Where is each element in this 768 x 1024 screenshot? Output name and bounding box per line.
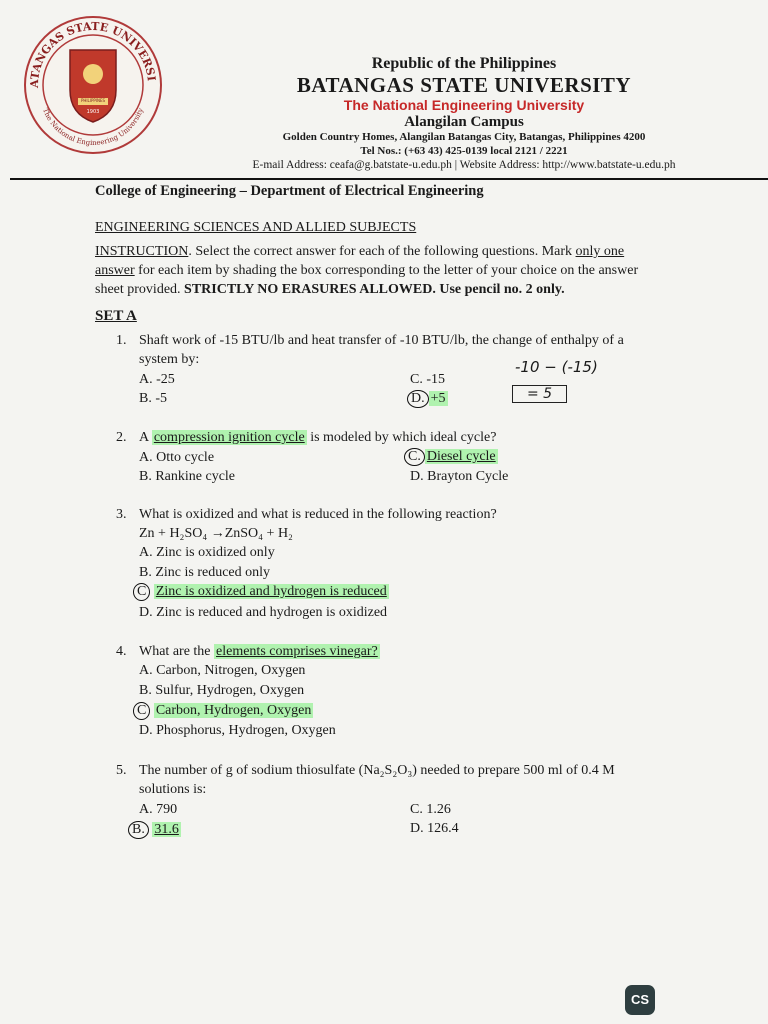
q4-option-a: A. Carbon, Nitrogen, Oxygen <box>139 663 306 678</box>
q2-option-c <box>404 448 498 466</box>
college-department: College of Engineering – Department of Electrical Engineering <box>95 183 484 199</box>
q1-option-a: A. -25 <box>139 372 175 387</box>
q1-option-d <box>407 390 448 408</box>
university-tagline: The National Engineering University <box>343 97 585 113</box>
instruction-text-1: . Select the correct answer for each of the following questions. Mark <box>188 244 576 259</box>
q2-option-a: A. Otto cycle <box>139 450 215 465</box>
q2-text-pre: A <box>139 430 152 445</box>
q1-handwritten-result: = 5 <box>512 385 567 403</box>
instruction-line-3 <box>95 282 565 298</box>
q3-option-d: D. Zinc is reduced and hydrogen is oxidized <box>139 605 388 620</box>
q5-option-d: D. 126.4 <box>410 821 459 836</box>
q5-option-c: C. 1.26 <box>410 802 451 817</box>
q2-option-c-value: Diesel cycle <box>426 449 496 464</box>
instruction-label: INSTRUCTION <box>95 244 189 259</box>
q2-text-highlight: compression ignition cycle <box>153 430 305 445</box>
seal-text: ATANGAS STATE UNIVERSI <box>27 19 158 89</box>
campus-address: Golden Country Homes, Alangilan Batangas City, Batangas, Philippines 4200 <box>282 131 646 143</box>
q3-reaction: Zn + H₂SO₄ →ZnSO₄ + H₂ <box>139 526 293 541</box>
campus-name: Alangilan Campus <box>404 114 524 130</box>
seal-bottom-text: The National Engineering University <box>40 107 146 148</box>
instruction-text-2: for each item by shading the box corresponding to the letter of your choice on the answer <box>134 263 639 278</box>
q5-text-1: The number of g of sodium thiosulfate (Na₂S₂O₃) needed to prepare 500 ml of 0.4 M <box>139 763 615 778</box>
instruction-emphasis-2: answer <box>95 263 135 278</box>
section-title: ENGINEERING SCIENCES AND ALLIED SUBJECTS <box>95 220 417 235</box>
q3-option-b: B. Zinc is reduced only <box>139 565 271 580</box>
q3-text: What is oxidized and what is reduced in the following reaction? <box>139 507 497 522</box>
set-label: SET A <box>95 308 137 324</box>
email-website-line: E-mail Address: ceafa@g.batstate-u.edu.ph | Website Address: http://www.batstate-u.edu.ph <box>252 159 676 171</box>
q4-text-highlight: elements comprises vinegar? <box>216 644 378 659</box>
university-name: BATANGAS STATE UNIVERSITY <box>296 73 632 97</box>
q4-option-b: B. Sulfur, Hydrogen, Oxygen <box>139 683 305 698</box>
badge-label: CS <box>630 992 650 1007</box>
q4-option-d: D. Phosphorus, Hydrogen, Oxygen <box>139 723 336 738</box>
q1-text-1: Shaft work of -15 BTU/lb and heat transfer of -10 BTU/lb, the change of enthalpy of a <box>139 333 624 348</box>
q2-option-c-letter: C. <box>404 448 425 466</box>
q3-option-a: A. Zinc is oxidized only <box>139 545 275 560</box>
q5-number: 5. <box>116 763 127 778</box>
q5-option-b-letter: B. <box>128 821 149 839</box>
q3-option-c-letter: C <box>133 583 150 601</box>
seal-country: PHILIPPINES <box>80 98 106 103</box>
instruction-line-2 <box>95 263 638 279</box>
q2-text-post: is modeled by which ideal cycle? <box>306 430 497 445</box>
q5-option-b <box>128 821 181 839</box>
q4-text-pre: What are the <box>139 644 215 659</box>
q1-option-d-value: +5 <box>430 391 446 406</box>
republic-line: Republic of the Philippines <box>371 55 557 72</box>
q4-option-c <box>133 702 313 720</box>
q1-option-d-letter: D. <box>407 390 429 408</box>
q2-number: 2. <box>116 430 127 445</box>
q4-number: 4. <box>116 644 127 659</box>
telephone-line: Tel Nos.: (+63 43) 425-0139 local 2121 / 2221 <box>360 145 568 157</box>
q2-option-b: B. Rankine cycle <box>139 469 236 484</box>
q3-option-c <box>133 583 389 601</box>
q4-option-c-letter: C <box>133 702 150 720</box>
header-divider <box>10 178 768 180</box>
instruction-emphasis-1: only one <box>575 244 625 259</box>
seal-year: 1903 <box>86 109 100 115</box>
q1-option-c: C. -15 <box>410 372 445 387</box>
q5-option-a: A. 790 <box>139 802 178 817</box>
q5-text-2: solutions is: <box>139 782 207 797</box>
q1-number: 1. <box>116 333 127 348</box>
q1-text-2: system by: <box>139 352 200 367</box>
q3-number: 3. <box>116 507 127 522</box>
instruction-text-3: sheet provided. <box>95 282 185 297</box>
q1-option-b: B. -5 <box>139 391 167 406</box>
q5-option-b-value: 31.6 <box>154 822 179 837</box>
camscanner-badge <box>625 985 655 1015</box>
instruction-warning: STRICTLY NO ERASURES ALLOWED. Use pencil no. 2 only. <box>184 282 565 297</box>
q2-option-d: D. Brayton Cycle <box>410 469 509 484</box>
q4-option-c-value: Carbon, Hydrogen, Oxygen <box>155 703 312 718</box>
q1-handwritten-calc: -10 − (-15) <box>515 358 598 376</box>
q2-text <box>139 430 496 446</box>
q4-text <box>139 644 380 660</box>
instruction-line-1 <box>95 244 624 260</box>
q3-option-c-value: Zinc is oxidized and hydrogen is reduced <box>155 584 387 599</box>
